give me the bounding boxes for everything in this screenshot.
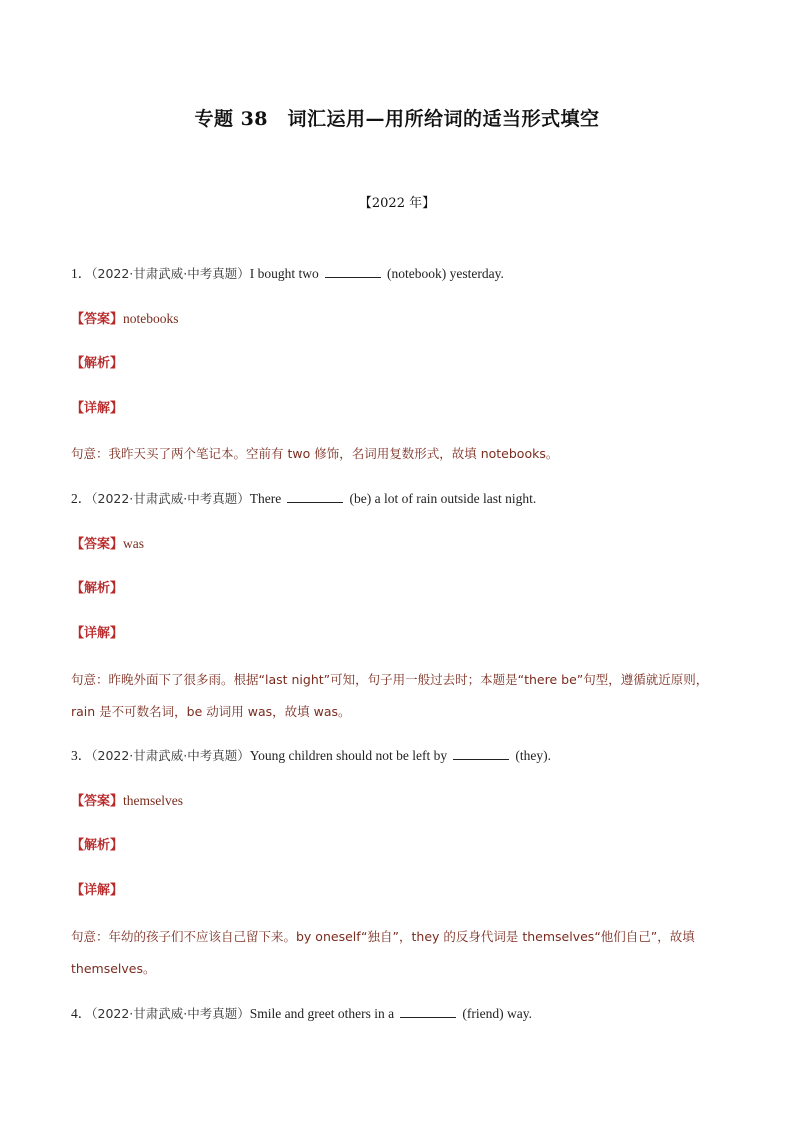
answer-blank [287, 490, 343, 503]
question-text-after: (be) a lot of rain outside last night. [349, 491, 537, 506]
answer-row-2 [71, 534, 731, 555]
detail-row-2 [71, 624, 731, 644]
detail-label: 【详解】 [71, 883, 124, 898]
explanation-text: 句意：年幼的孩子们不应该自己留下来。by oneself“独自”，they 的反身代词是 themselves“他们自己”，故填 themselves。 [71, 929, 695, 976]
question-4 [71, 1004, 731, 1025]
question-text-before: I bought two [249, 266, 319, 281]
detail-label: 【详解】 [71, 626, 124, 641]
answer-blank [400, 1005, 456, 1018]
analysis-label: 【解析】 [71, 356, 124, 371]
detail-label: 【详解】 [71, 401, 124, 416]
question-source: （2022·甘肃武威·中考真题） [91, 491, 250, 506]
explanation-text: 句意：我昨天买了两个笔记本。空前有 two 修饰，名词用复数形式，故填 notebooks。 [71, 446, 559, 461]
question-number: 2． [71, 491, 92, 506]
explanation-2 [71, 664, 731, 728]
detail-row-3 [71, 881, 731, 901]
analysis-label: 【解析】 [71, 581, 124, 596]
question-source: （2022·甘肃武威·中考真题） [91, 1006, 250, 1021]
question-text-after: (they). [515, 748, 552, 763]
analysis-label: 【解析】 [71, 838, 124, 853]
question-text-before: Smile and greet others in a [249, 1006, 395, 1021]
explanation-text: 句意：昨晚外面下了很多雨。根据“last night”可知，句子用一般过去时；本题是“there be”句型，遵循就近原则，rain 是不可数名词，be 动词用 was，故填 was。 [71, 672, 709, 719]
detail-row-1 [71, 399, 731, 419]
answer-blank [325, 265, 381, 278]
page-title: 专题 38 词汇运用—用所给词的适当形式填空 [194, 108, 600, 130]
question-number: 3． [71, 748, 92, 763]
question-source: （2022·甘肃武威·中考真题） [91, 748, 250, 763]
answer-label: 【答案】 [71, 794, 124, 809]
question-number: 1． [71, 266, 92, 281]
question-text-before: There [249, 491, 282, 506]
explanation-1 [71, 444, 731, 465]
answer-value: themselves [123, 793, 184, 808]
year-heading: 【2022 年】 [358, 196, 436, 211]
answer-value: was [123, 536, 145, 551]
question-text-before: Young children should not be left by [249, 748, 448, 763]
analysis-row-3 [71, 836, 731, 856]
analysis-row-1 [71, 354, 731, 374]
explanation-3 [71, 921, 731, 985]
question-source: （2022·甘肃武威·中考真题） [91, 266, 250, 281]
question-2 [71, 489, 731, 510]
analysis-row-2 [71, 579, 731, 599]
question-text-after: (friend) way. [462, 1006, 532, 1021]
answer-label: 【答案】 [71, 537, 124, 552]
question-number: 4． [71, 1006, 92, 1021]
answer-row-3 [71, 791, 731, 812]
question-3 [71, 746, 731, 767]
question-text-after: (notebook) yesterday. [387, 266, 504, 281]
answer-value: notebooks [123, 311, 179, 326]
answer-row-1 [71, 309, 731, 330]
question-1 [71, 264, 731, 285]
answer-label: 【答案】 [71, 312, 124, 327]
answer-blank [453, 747, 509, 760]
